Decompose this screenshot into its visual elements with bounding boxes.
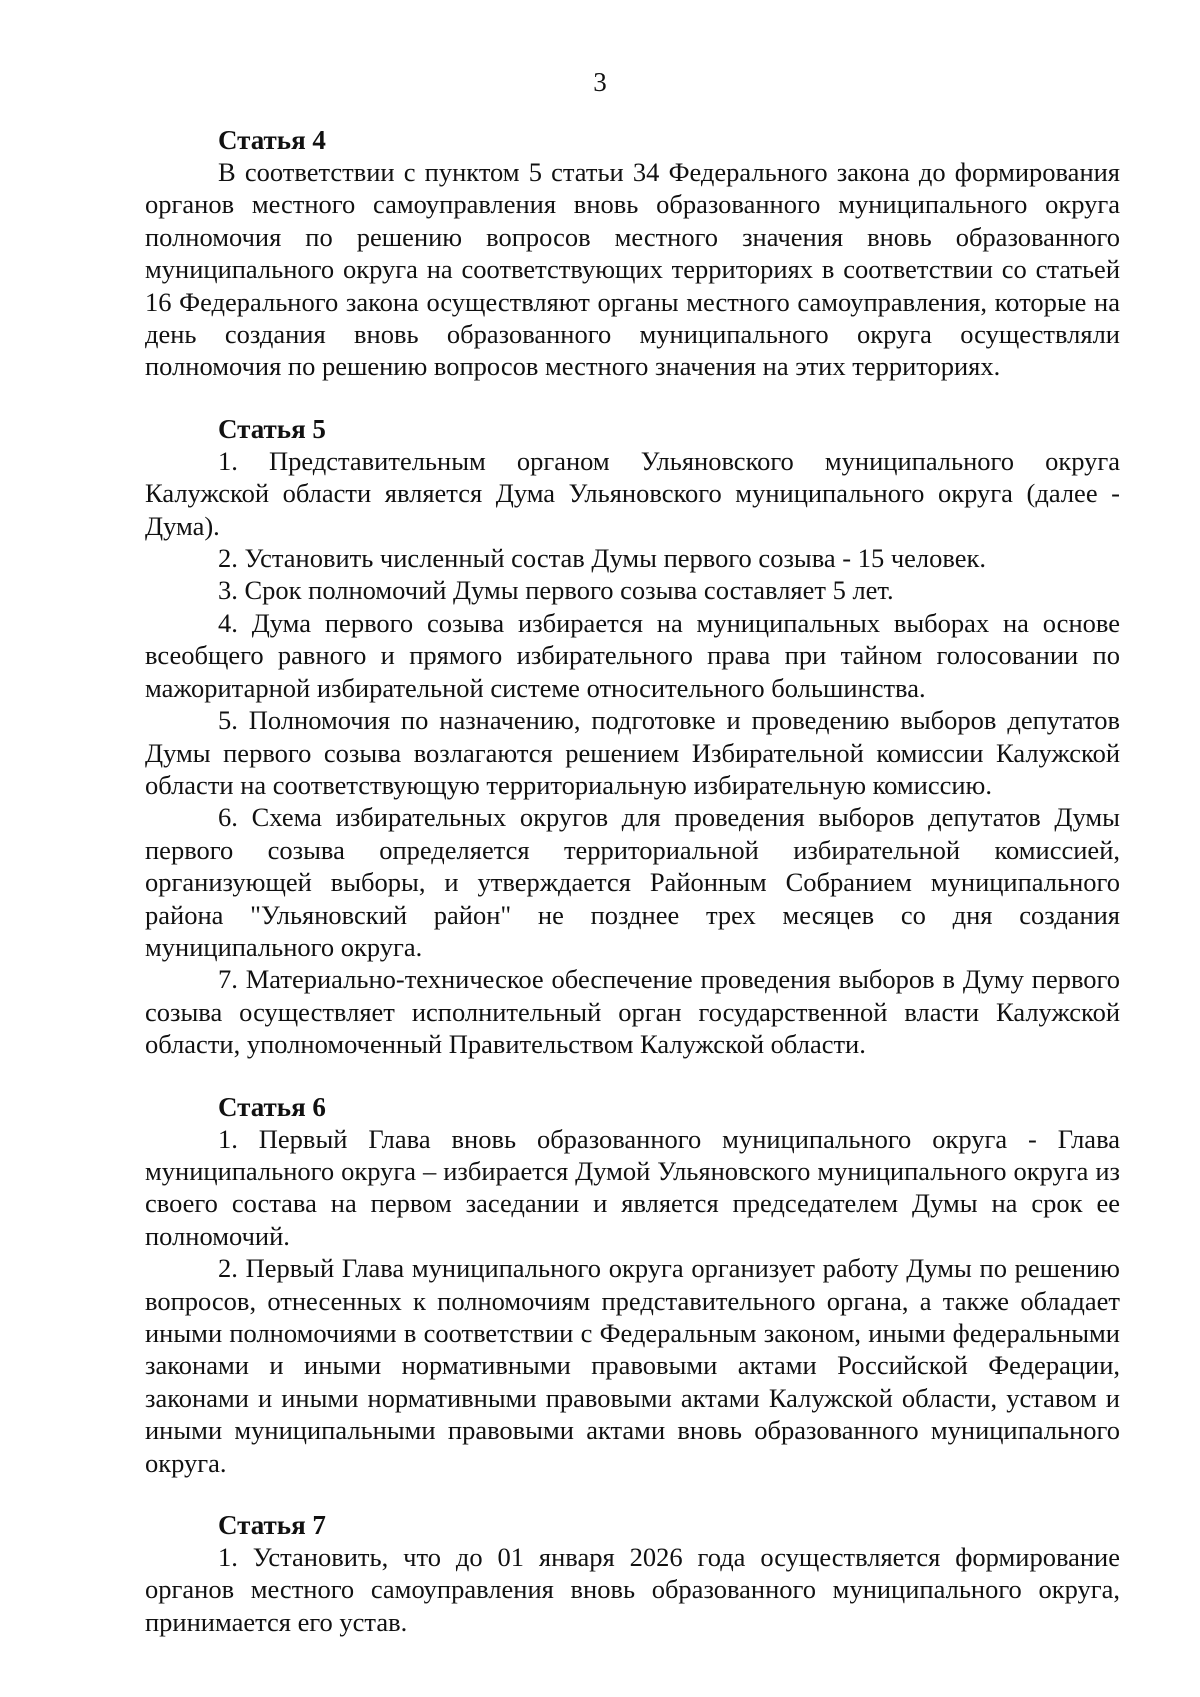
article-heading: Статья 5 — [218, 413, 326, 444]
document-body — [145, 124, 1120, 1638]
article-6 — [145, 1091, 1120, 1479]
page-number: 3 — [593, 67, 607, 97]
article-paragraph: 1. Первый Глава вновь образованного муниципального округа - Глава муниципального округа – избирается Думой Ульяновского муниципального округа из своего состава на первом заседании и является председателем Думы на срок ее полномочий. — [145, 1123, 1120, 1251]
article-5 — [145, 413, 1120, 1061]
article-paragraph: 4. Дума первого созыва избирается на муниципальных выборах на основе всеобщего равного и прямого избирательного права при тайном голосовании по мажоритарной избирательной системе относительного большинства. — [145, 607, 1120, 703]
article-7 — [145, 1509, 1120, 1638]
article-paragraph: В соответствии с пунктом 5 статьи 34 Федерального закона до формирования органов местного самоуправления вновь образованного муниципального округа полномочия по решению вопросов местного значения вновь образованного муниципального округа на соответствующих территориях в соответствии со статьей 16 Федерального закона осуществляют органы местного самоуправления, которые на день создания вновь образованного муниципального округа осуществляли полномочия по решению вопросов местного значения на этих территориях. — [145, 157, 1120, 382]
article-paragraph: 3. Срок полномочий Думы первого созыва составляет 5 лет. — [218, 575, 894, 606]
article-heading: Статья 7 — [218, 1510, 326, 1541]
article-paragraph: 1. Установить, что до 01 января 2026 года осуществляется формирование органов местного самоуправления вновь образованного муниципального округа, принимается его устав. — [145, 1542, 1120, 1637]
article-paragraph: 2. Первый Глава муниципального округа организует работу Думы по решению вопросов, отнесенных к полномочиям представительного органа, а также обладает иными полномочиями в соответствии с Федеральным законом, иными федеральными законами и иными нормативными правовыми актами Российской Федерации, законами и иными нормативными правовыми актами Калужской области, уставом и иными муниципальными правовыми актами вновь образованного муниципального округа. — [145, 1253, 1120, 1478]
article-paragraph: 7. Материально-техническое обеспечение проведения выборов в Думу первого созыва осуществляет исполнительный орган государственной власти Калужской области, уполномоченный Правительством Калужской области. — [145, 964, 1120, 1060]
article-paragraph: 5. Полномочия по назначению, подготовке и проведению выборов депутатов Думы первого созыва возлагаются решением Избирательной комиссии Калужской области на соответствующую территориальную избирательную комиссию. — [145, 705, 1120, 800]
article-paragraph: 6. Схема избирательных округов для проведения выборов депутатов Думы первого созыва определяется территориальной избирательной комиссией, организующей выборы, и утверждается Районным Собранием муниципального района "Ульяновский район" не позднее трех месяцев со дня создания муниципального округа. — [145, 802, 1120, 962]
article-heading: Статья 4 — [218, 125, 326, 155]
article-4 — [145, 124, 1120, 383]
article-heading: Статья 6 — [218, 1091, 326, 1122]
article-paragraph: 1. Представительным органом Ульяновского муниципального округа Калужской области является Дума Ульяновского муниципального округа (далее - Дума). — [145, 445, 1120, 541]
article-paragraph: 2. Установить численный состав Думы первого созыва - 15 человек. — [218, 543, 987, 574]
